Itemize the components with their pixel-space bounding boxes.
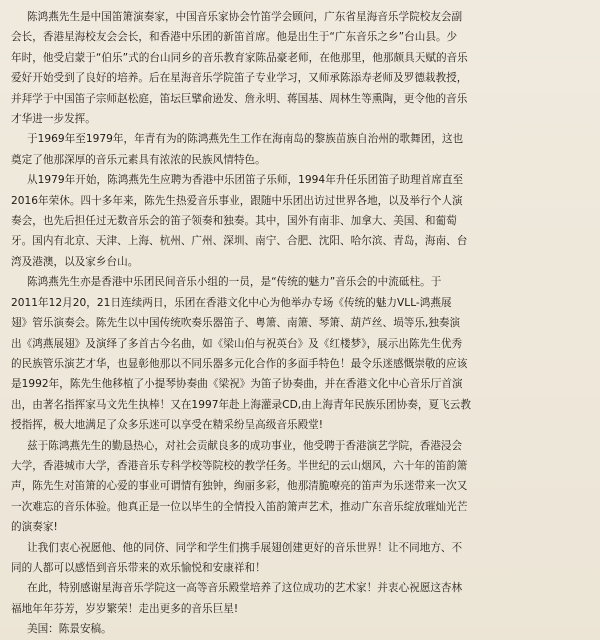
text-line: 陈鸿燕先生是中国笛箫演奏家，中国音乐家协会竹笛学会顾问，广东省星海音乐学院校友会副: [27, 11, 463, 23]
paragraph-wishes: [11, 538, 590, 579]
text-line: 2016年荣休。四十多年来，陈先生热爱音乐事业，跟随中乐团出访过世界各地，以及举行个人演: [11, 194, 463, 207]
paragraph-early-career: [11, 129, 590, 170]
paragraph-acknowledgement: [11, 578, 590, 619]
text-line: 声，陈先生对笛箫的心爱的事业可谓情有独钟，绚丽多彩，他那清脆嘹亮的笛声为乐迷带来一次又: [11, 480, 468, 493]
text-line: 奠定了他那深厚的音乐元素具有浓浓的民族风情特色。: [11, 153, 266, 166]
paragraph-orchestra-career: [11, 170, 590, 272]
text-line: 同的人都可以感悟到音乐带来的欢乐愉悦和安康祥和！: [11, 561, 266, 574]
text-line: 福地年年芬芳，岁岁繁荣！走出更多的音乐巨星!: [11, 602, 239, 615]
text-line: 并拜学于中国笛子宗师赵松庭，笛坛巨擘俞逊发、詹永明、蒋国基、周林生等熏陶，更令他的音乐: [11, 92, 468, 105]
text-line: 爱好开始受到了良好的培养。后在星海音乐学院笛子专业学习，又师承陈添寿老师及罗德栽教授，: [11, 72, 468, 85]
text-line: 一次难忘的音乐体验。他真正是一位以毕生的全情投入笛韵箫声艺术，推动广东音乐绽放璀灿光芒: [11, 500, 468, 513]
text-line: 授指挥，极大地满足了众多乐迷可以享受在精采纷呈高级音乐殿堂!: [11, 419, 324, 432]
text-line: 是1992年，陈先生他移植了小提琴协奏曲《梁祝》为笛子协奏曲，并在香港文化中心音乐厅首演: [11, 378, 463, 391]
text-line: 2011年12月20，21日连续两日，乐团在香港文化中心为他举办专场《传统的魅力VLL-鸿燕展: [11, 296, 452, 309]
text-line: 的民族管乐演艺才华，也显彰他那以不同乐器多元化合作的多面手特色！最令乐迷感慨崇敬的应该: [11, 357, 468, 370]
paragraph-teaching: [11, 436, 590, 538]
text-line: 从1979年开始，陈鸿燕先生应聘为香港中乐团笛子乐师，1994年升任乐团笛子助理首席直至: [27, 174, 464, 187]
text-line: 奏会，也先后担任过无数音乐会的笛子领奏和独奏。其中，国外有南非、加拿大、美国、和葡萄: [11, 215, 457, 228]
text-line: 出，由著名指挥家马文先生执棒！又在1997年赴上海灌录CD,由上海青年民族乐团协奏，夏飞云教: [11, 398, 471, 411]
text-line: 在此，特别感谢星海音乐学院这一高等音乐殿堂培养了这位成功的艺术家！并衷心祝愿这杏林: [27, 582, 463, 595]
text-line: 的演奏家!: [11, 521, 58, 534]
paragraph-biography-intro: [11, 7, 590, 129]
text-line: 湾及港澳，以及家乡台山。: [11, 255, 139, 268]
text-line: 陈鸿燕先生亦是香港中乐团民间音乐小组的一员，是“传统的魅力”音乐会的中流砥柱。于: [27, 276, 442, 289]
text-line: 大学，香港城市大学，香港音乐专科学校等院校的教学任务。半世纪的云山烟风，六十年的笛韵箫: [11, 459, 468, 472]
text-line: 于1969年至1979年，年青有为的陈鸿燕先生工作在海南岛的黎族苗族自治州的歌舞团，这也: [27, 133, 464, 146]
text-line: 出《鸿燕展翅》及演绎了多首古今名曲，如《梁山伯与祝英台》及《红楼梦》，展示出陈先生优秀: [11, 337, 463, 350]
text-line: 让我们衷心祝愿他、他的同侪、同学和学生们携手展翅创建更好的音乐世界！让不同地方、不: [27, 541, 463, 554]
text-line: 才华进一步发挥。: [11, 113, 96, 126]
article-body: [11, 7, 590, 640]
text-line: 会长，香港星海校友会会长，和香港中乐团的新笛首席。他是出生于“广东音乐之乡”台山县。少: [11, 31, 458, 44]
paragraph-performances: [11, 272, 590, 435]
text-line: 兹于陈鸿燕先生的勤恳热心，对社会贡献良多的成功事业，他受聘于香港演艺学院，香港浸会: [27, 439, 463, 452]
text-line: 年时，他受启蒙于“伯乐”式的台山同乡的音乐教育家陈品豪老师，在他那里，他那颇具天赋的音乐: [11, 51, 468, 64]
text-line: 翅》管乐演奏会。陈先生以中国传统吹奏乐器笛子、粤箫、南箫、琴箫、葫芦丝、埙等乐,独奏演: [11, 317, 461, 330]
text-line: 牙。国内有北京、天津、上海、杭州、广州、深圳、南宁、合肥、沈阳、哈尔滨、青岛，海南、台: [11, 235, 468, 248]
author-signature: 美国：陈景安稿。: [27, 623, 112, 636]
